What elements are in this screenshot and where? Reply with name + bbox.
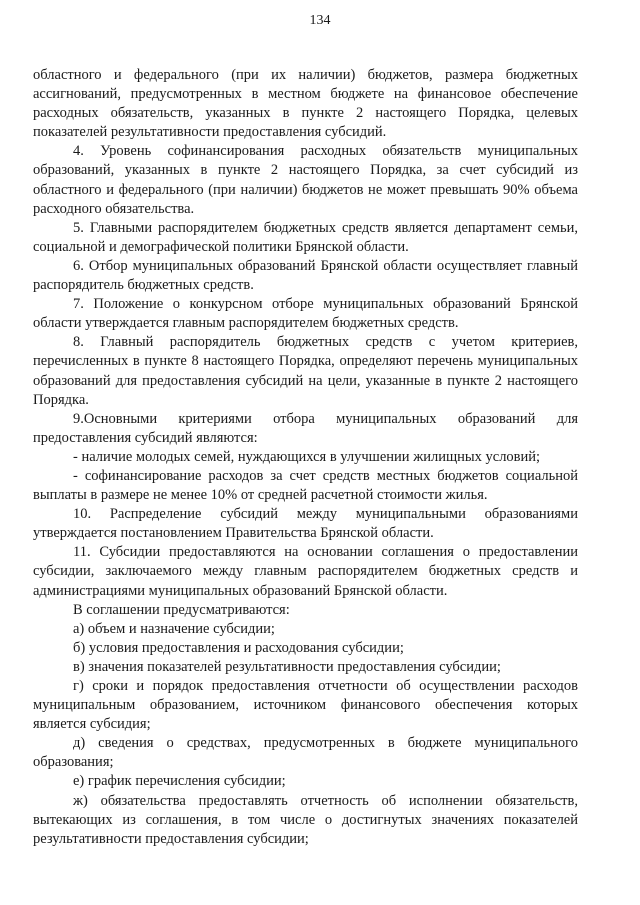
- page-number: 134: [309, 13, 331, 28]
- paragraph: - наличие молодых семей, нуждающихся в улучшении жилищных условий;: [73, 448, 541, 465]
- paragraph: областного и федерального (при их наличии) бюджетов, размера бюджетных ассигнований, предусмотренных в местном бюджете на финансовое обеспечение расходных обязательств, указанных в пункте 2 настоящего Порядка, целевых показателей результативности предоставления субсидий.: [33, 67, 578, 141]
- paragraph: д) сведения о средствах, предусмотренных в бюджете муниципального образования;: [33, 735, 578, 771]
- paragraph: 4. Уровень софинансирования расходных обязательств муниципальных образований, указанных в пункте 2 настоящего Порядка, за счет субсидий из областного и федерального (при наличии) бюджетов не может превышать 90% объема расходного обязательства.: [33, 143, 578, 217]
- paragraph: а) объем и назначение субсидии;: [73, 620, 275, 637]
- paragraph: 9.Основными критериями отбора муниципальных образований для предоставления субсидий являются:: [33, 410, 578, 446]
- paragraph: е) график перечисления субсидии;: [73, 773, 286, 790]
- paragraph: - софинансирование расходов за счет средств местных бюджетов социальной выплаты в размере не менее 10% от средней расчетной стоимости жилья.: [33, 467, 578, 504]
- paragraph: 8. Главный распорядитель бюджетных средств с учетом критериев, перечисленных в пункте 8 настоящего Порядка, определяют перечень муниципальных образований для предоставления субсидий на цели, указанные в пункте 2 настоящего Порядка.: [33, 334, 578, 408]
- paragraph: 11. Субсидии предоставляются на основании соглашения о предоставлении субсидии, заключаемого между главным распорядителем бюджетных средств и администрациями муниципальных образований Брянской области.: [33, 544, 578, 599]
- paragraph: б) условия предоставления и расходования субсидии;: [73, 639, 404, 656]
- document-body: [33, 66, 578, 849]
- paragraph: ж) обязательства предоставлять отчетность об исполнении обязательств, вытекающих из соглашения, в том числе о достигнутых значениях показателей результативности предоставления субсидии;: [33, 792, 578, 847]
- paragraph: 5. Главными распорядителем бюджетных средств является департамент семьи, социальной и демографической политики Брянской области.: [33, 219, 578, 255]
- paragraph: 6. Отбор муниципальных образований Брянской области осуществляет главный распорядитель бюджетных средств.: [33, 257, 578, 294]
- paragraph: г) сроки и порядок предоставления отчетности об осуществлении расходов муниципальным образованием, источником финансового обеспечения которых является субсидия;: [33, 678, 578, 733]
- paragraph: 10. Распределение субсидий между муниципальными образованиями утверждается постановлением Правительства Брянской области.: [33, 506, 578, 542]
- paragraph: 7. Положение о конкурсном отборе муниципальных образований Брянской области утверждается главным распорядителем бюджетных средств.: [33, 296, 578, 332]
- paragraph: В соглашении предусматриваются:: [73, 601, 290, 618]
- paragraph: в) значения показателей результативности предоставления субсидии;: [73, 658, 501, 675]
